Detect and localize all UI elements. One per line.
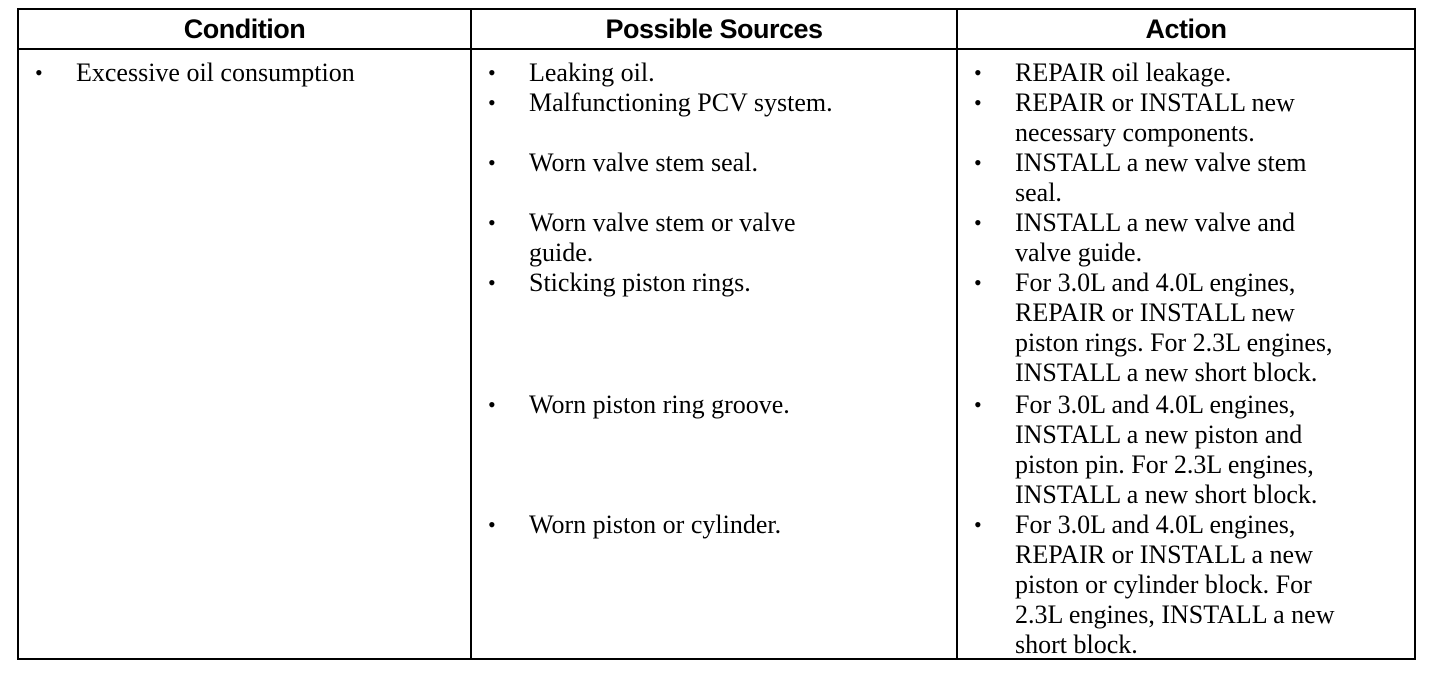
action-text-line: seal. xyxy=(1015,178,1062,207)
action-text-line: necessary components. xyxy=(1015,118,1255,147)
source-item xyxy=(472,510,781,540)
source-text-line: Leaking oil. xyxy=(529,58,655,87)
source-item xyxy=(472,208,796,268)
source-text-line: Sticking piston rings. xyxy=(529,268,751,297)
action-text-line: piston or cylinder block. For xyxy=(1015,570,1312,599)
bullet-dot: • xyxy=(974,90,982,115)
source-item xyxy=(472,268,751,298)
action-text-line: INSTALL a new valve and xyxy=(1015,208,1295,237)
action-item xyxy=(958,208,1295,268)
action-text-line: piston pin. For 2.3L engines, xyxy=(1015,450,1314,479)
source-text-line: Worn valve stem or valve xyxy=(529,208,796,237)
action-text-line: valve guide. xyxy=(1015,238,1143,267)
bullet-dot: • xyxy=(974,60,982,85)
bullet-dot: • xyxy=(488,512,496,537)
source-text-line: Worn piston ring groove. xyxy=(529,390,790,419)
action-text-line: REPAIR or INSTALL a new xyxy=(1015,540,1313,569)
source-text-line: Malfunctioning PCV system. xyxy=(529,88,833,117)
bullet-dot: • xyxy=(974,210,982,235)
action-text-line: INSTALL a new short block. xyxy=(1015,358,1318,387)
source-text-line: Worn valve stem seal. xyxy=(529,148,758,177)
bullet-dot: • xyxy=(35,60,43,85)
source-text-line: Worn piston or cylinder. xyxy=(529,510,782,539)
condition-column xyxy=(19,50,470,658)
action-text-line: For 3.0L and 4.0L engines, xyxy=(1015,510,1296,539)
header-action: Action xyxy=(1145,13,1227,44)
header-condition: Condition xyxy=(183,13,306,44)
diagnosis-table xyxy=(17,8,1416,660)
action-item xyxy=(958,58,1231,88)
bullet-dot: • xyxy=(974,392,982,417)
bullet-dot: • xyxy=(488,150,496,175)
action-text-line: short block. xyxy=(1015,630,1138,658)
action-text-line: For 3.0L and 4.0L engines, xyxy=(1015,390,1296,419)
action-text-line: INSTALL a new piston and xyxy=(1015,420,1303,449)
action-text-line: REPAIR or INSTALL new xyxy=(1015,88,1295,117)
action-column xyxy=(958,50,1414,658)
condition-item xyxy=(19,58,355,88)
condition-text: Excessive oil consumption xyxy=(76,58,355,87)
action-item xyxy=(958,390,1317,510)
bullet-dot: • xyxy=(488,270,496,295)
bullet-dot: • xyxy=(488,90,496,115)
action-text-line: INSTALL a new valve stem xyxy=(1015,148,1307,177)
source-text-line: guide. xyxy=(529,238,594,267)
possible-sources-column xyxy=(472,50,956,658)
action-item xyxy=(958,88,1295,148)
source-item xyxy=(472,390,790,420)
bullet-dot: • xyxy=(974,512,982,537)
action-text-line: REPAIR or INSTALL new xyxy=(1015,298,1295,327)
action-item xyxy=(958,268,1333,388)
bullet-dot: • xyxy=(974,150,982,175)
action-text-line: 2.3L engines, INSTALL a new xyxy=(1015,600,1335,629)
action-item xyxy=(958,148,1307,208)
bullet-dot: • xyxy=(488,60,496,85)
bullet-dot: • xyxy=(488,210,496,235)
action-text-line: For 3.0L and 4.0L engines, xyxy=(1015,268,1296,297)
action-text-line: REPAIR oil leakage. xyxy=(1015,58,1232,87)
action-text-line: INSTALL a new short block. xyxy=(1015,480,1318,509)
bullet-dot: • xyxy=(488,392,496,417)
action-text-line: piston rings. For 2.3L engines, xyxy=(1015,328,1333,357)
source-item xyxy=(472,88,833,118)
header-possible-sources: Possible Sources xyxy=(605,13,823,44)
source-item xyxy=(472,148,758,178)
source-item xyxy=(472,58,655,88)
bullet-dot: • xyxy=(974,270,982,295)
action-item xyxy=(958,510,1334,658)
